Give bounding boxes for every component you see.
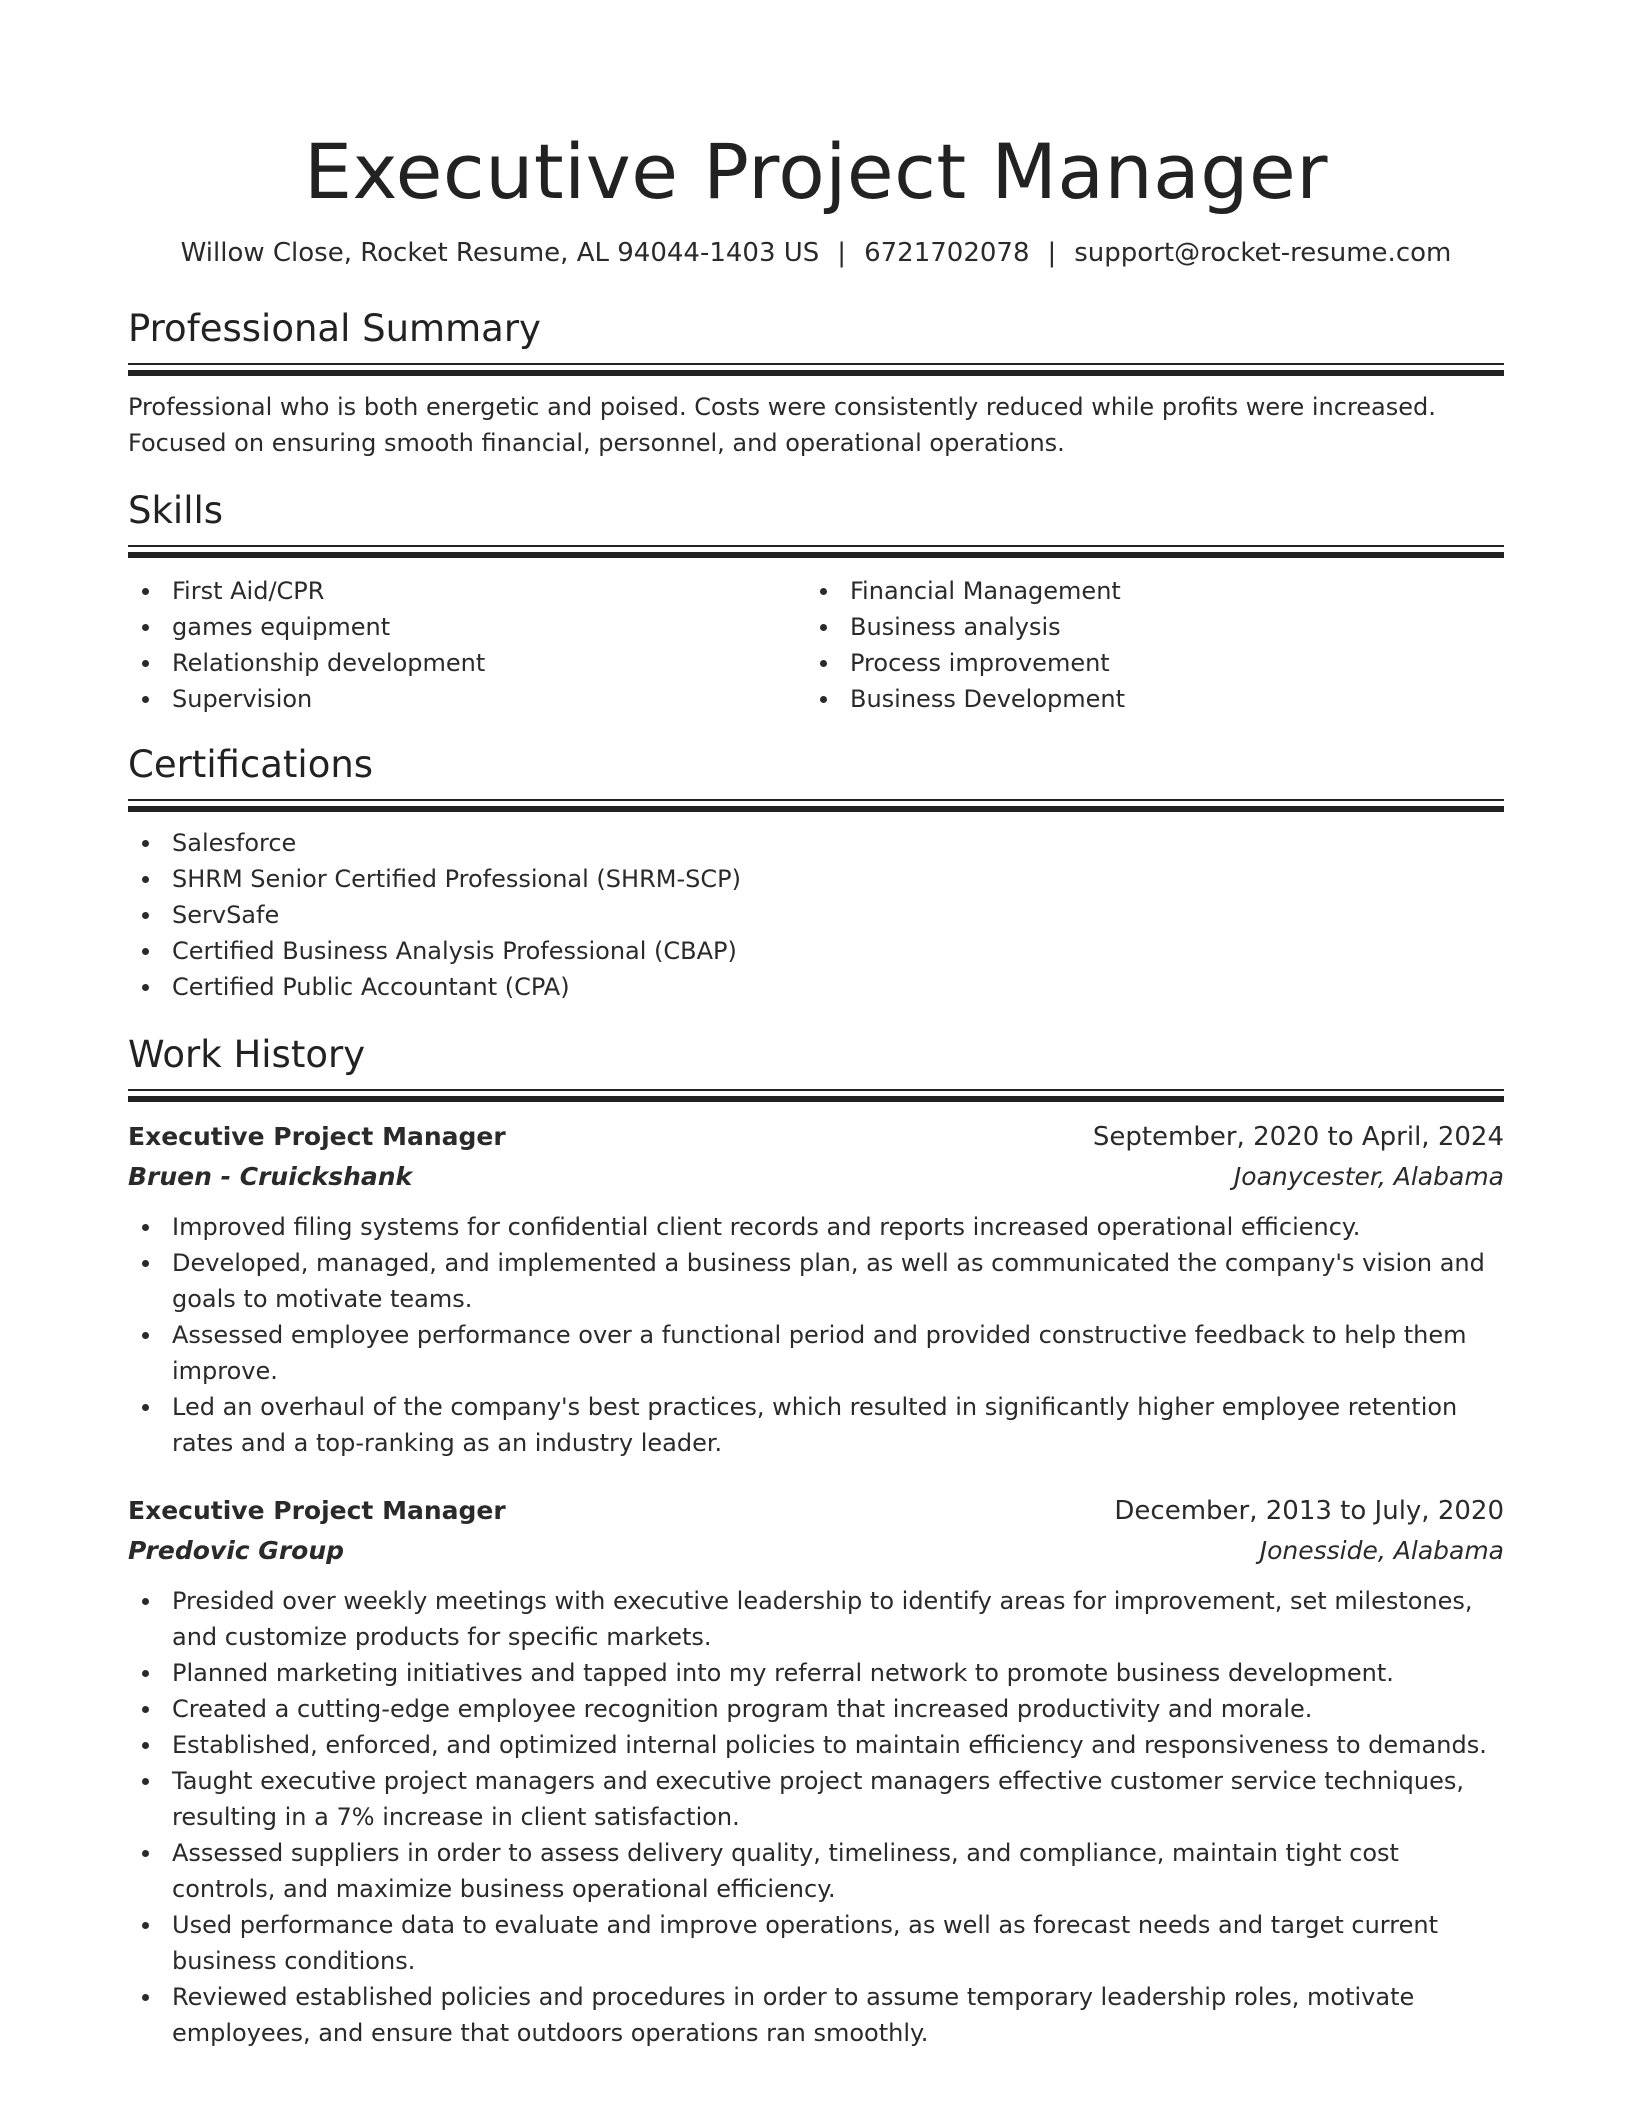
- certification-item: Certified Public Accountant (CPA): [128, 969, 1504, 1005]
- job-entry: [128, 1117, 1504, 1461]
- contact-separator: |: [1047, 238, 1057, 268]
- job-bullet: Planned marketing initiatives and tapped into my referral network to promote business development.: [128, 1655, 1504, 1691]
- section-divider: [128, 1089, 1504, 1103]
- job-bullet: Assessed suppliers in order to assess delivery quality, timeliness, and compliance, maintain tight cost controls, and maximize business operational efficiency.: [128, 1835, 1504, 1907]
- job-location: Joanycester, Alabama: [1233, 1162, 1504, 1191]
- job-company: Predovic Group: [128, 1536, 345, 1565]
- job-entry: [128, 1491, 1504, 2051]
- job-bullet: Developed, managed, and implemented a business plan, as well as communicated the company's vision and goals to motivate teams.: [128, 1245, 1504, 1317]
- job-bullet: Created a cutting-edge employee recognition program that increased productivity and morale.: [128, 1691, 1504, 1727]
- job-bullet: Assessed employee performance over a functional period and provided constructive feedback to help them improve.: [128, 1317, 1504, 1389]
- job-bullet: Improved filing systems for confidential client records and reports increased operational efficiency.: [128, 1209, 1504, 1245]
- summary-section: [128, 305, 1504, 461]
- skill-item: Business analysis: [806, 609, 1484, 645]
- job-location: Jonesside, Alabama: [1259, 1536, 1504, 1565]
- skill-item: Financial Management: [806, 573, 1484, 609]
- job-bullet: Presided over weekly meetings with executive leadership to identify areas for improvement, set milestones, and customize products for specific markets.: [128, 1583, 1504, 1655]
- skills-section: [128, 487, 1504, 717]
- summary-text: Professional who is both energetic and poised. Costs were consistently reduced while profits were increased. Focused on ensuring smooth financial, personnel, and operational operations.: [128, 393, 1436, 457]
- job-company: Bruen - Cruickshank: [128, 1162, 413, 1191]
- section-title-summary: Professional Summary: [128, 307, 541, 350]
- skill-item: Supervision: [128, 681, 806, 717]
- contact-address: Willow Close, Rocket Resume, AL 94044-1403 US: [180, 238, 820, 268]
- job-bullet: Used performance data to evaluate and improve operations, as well as forecast needs and target current business conditions.: [128, 1907, 1504, 1979]
- skill-item: Relationship development: [128, 645, 806, 681]
- skill-item: Process improvement: [806, 645, 1484, 681]
- skills-list-right: [806, 573, 1484, 717]
- job-bullets: [128, 1209, 1504, 1461]
- section-divider: [128, 799, 1504, 813]
- section-title-certifications: Certifications: [128, 743, 374, 786]
- section-divider: [128, 363, 1504, 377]
- job-bullet: Reviewed established policies and procedures in order to assume temporary leadership roles, motivate employees, and ensure that outdoors operations ran smoothly.: [128, 1979, 1504, 2051]
- job-bullet: Established, enforced, and optimized internal policies to maintain efficiency and responsiveness to demands.: [128, 1727, 1504, 1763]
- job-bullet: Taught executive project managers and executive project managers effective customer service techniques, resulting in a 7% increase in client satisfaction.: [128, 1763, 1504, 1835]
- skill-item: games equipment: [128, 609, 806, 645]
- contact-email: support@rocket-resume.com: [1074, 238, 1452, 268]
- job-title: Executive Project Manager: [128, 1122, 506, 1151]
- contact-phone: 6721702078: [864, 238, 1030, 268]
- job-company-row: [128, 1531, 1504, 1571]
- resume-page: [128, 0, 1504, 2051]
- contact-line: [128, 236, 1504, 270]
- job-header-row: [128, 1491, 1504, 1531]
- contact-separator: |: [837, 238, 847, 268]
- job-dates: September, 2020 to April, 2024: [1092, 1122, 1504, 1152]
- certification-item: ServSafe: [128, 897, 1504, 933]
- section-title-work-history: Work History: [128, 1033, 366, 1076]
- work-history-section: [128, 1031, 1504, 2051]
- certification-item: Certified Business Analysis Professional (CBAP): [128, 933, 1504, 969]
- certifications-section: [128, 741, 1504, 1005]
- section-divider: [128, 545, 1504, 559]
- skills-list-left: [128, 573, 806, 717]
- job-dates: December, 2013 to July, 2020: [1114, 1496, 1504, 1526]
- job-header-row: [128, 1117, 1504, 1157]
- skill-item: First Aid/CPR: [128, 573, 806, 609]
- resume-name: Executive Project Manager: [304, 127, 1328, 216]
- certifications-list: [128, 825, 1504, 1005]
- job-title: Executive Project Manager: [128, 1496, 506, 1525]
- section-title-skills: Skills: [128, 489, 224, 532]
- certification-item: SHRM Senior Certified Professional (SHRM-SCP): [128, 861, 1504, 897]
- certification-item: Salesforce: [128, 825, 1504, 861]
- job-bullet: Led an overhaul of the company's best practices, which resulted in significantly higher employee retention rates and a top-ranking as an industry leader.: [128, 1389, 1504, 1461]
- job-bullets: [128, 1583, 1504, 2051]
- skill-item: Business Development: [806, 681, 1484, 717]
- job-company-row: [128, 1157, 1504, 1197]
- skills-grid: [128, 573, 1504, 717]
